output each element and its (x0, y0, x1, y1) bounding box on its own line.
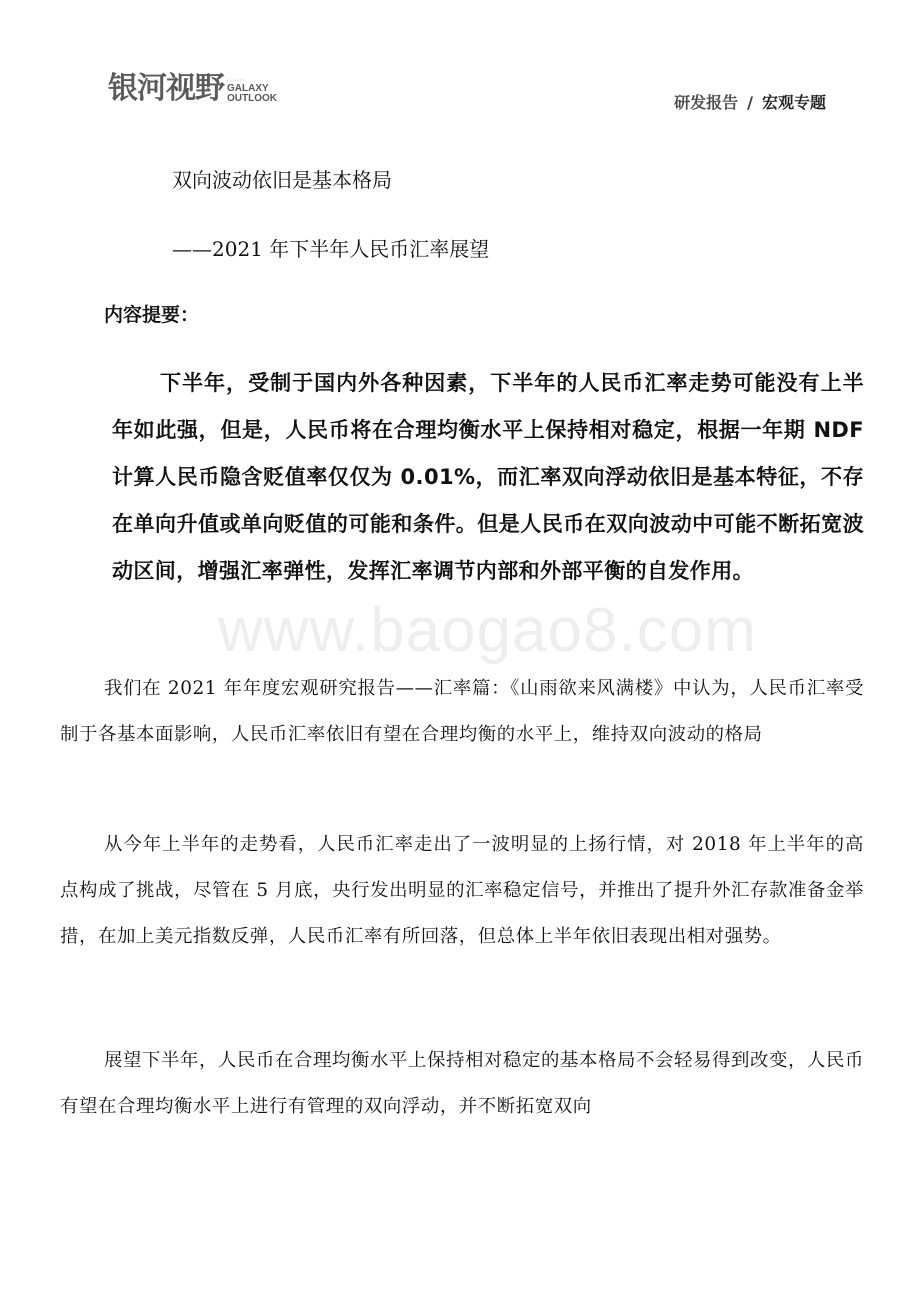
abstract-heading: 内容提要： (104, 304, 200, 326)
logo-chinese-text: 银河视野 (108, 71, 224, 106)
breadcrumb-separator: / (747, 93, 753, 112)
logo-dots-decoration: ·· ···· (227, 78, 246, 84)
body-paragraph-2: 从今年上半年的走势看，人民币汇率走出了一波明显的上扬行情，对 2018 年上半年的高点构成了挑战，尽管在 5 月底，央行发出明显的汇率稳定信号，并推出了提升外汇存款准备金举措，在加上美元指数反弹，人民币汇率有所回落，但总体上半年依旧表现出相对强势。 (60, 834, 864, 947)
body-paragraph-1: 我们在 2021 年年度宏观研究报告——汇率篇：《山雨欲来风满楼》中认为，人民币汇率受制于各基本面影响，人民币汇率依旧有望在合理均衡的水平上，维持双向波动的格局 (60, 678, 864, 745)
logo-english-text (227, 78, 277, 104)
breadcrumb (674, 90, 826, 113)
body-paragraph-3: 展望下半年，人民币在合理均衡水平上保持相对稳定的基本格局不会轻易得到改变，人民币有望在合理均衡水平上进行有管理的双向浮动，并不断拓宽双向 (60, 1050, 864, 1117)
report-title: 双向波动依旧是基本格局 (172, 168, 392, 192)
abstract-text: 下半年，受制于国内外各种因素，下半年的人民币汇率走势可能没有上半年如此强，但是，人民币将在合理均衡水平上保持相对稳定，根据一年期 NDF 计算人民币隐含贬值率仅仅为 0.01%，而汇率双向浮动依旧是基本特征，不存在单向升值或单向贬值的可能和条件。但是人民币在双向波动中可能不断拓宽波动区间，增强汇率弹性，发挥汇率调节内部和外部平衡的自发作用。 (112, 371, 864, 583)
logo-en-line2: OUTLOOK (227, 93, 277, 104)
logo-en-line1: GALAXY (227, 83, 269, 94)
report-subtitle: ——2021 年下半年人民币汇率展望 (172, 237, 490, 261)
watermark: www.baogao8.com (218, 596, 757, 665)
breadcrumb-section: 研发报告 (674, 93, 739, 112)
brand-logo (108, 72, 277, 106)
breadcrumb-current: 宏观专题 (761, 93, 826, 112)
